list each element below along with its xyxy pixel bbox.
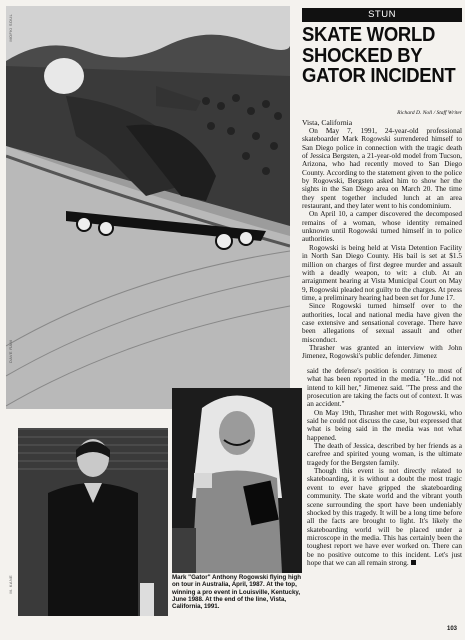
skateboarding-photo <box>6 6 290 409</box>
photo-credit-middle: DAVE RAM <box>8 340 13 363</box>
article-paragraph: Since Rogowski turned himself over to the authorities, local and national media have given the case extensive and sensational coverage. There have been allegations of sexual assault and other misconduct. <box>302 302 462 344</box>
photo-caption: Mark "Gator" Anthony Rogowski flying high on tour in Australia, April, 1987. At the top, winning a pro event in Louisville, Kentucky, June 1988. At the end of the line, Vista, California, 1991. <box>172 574 302 611</box>
article-paragraph: On May 7, 1991, 24-year-old professional skateboarder Mark Rogowski surrendered himself to San Diego police in connection with the tragic death of Jessica Bergsten, a 21-year-old model from Tucson, Arizona, who had recently moved to San Diego County. According to the statement given to the police by Rogowski, Bergsten asked him to show her the sights in the San Diego area on March 20. The time they spent together included lunch at an area restaurant, and they later went to his condominium. <box>302 127 462 211</box>
dateline: Vista, California <box>302 118 353 127</box>
portrait-photo <box>18 428 168 616</box>
article-column-bottom <box>307 367 462 567</box>
headline: SKATE WORLD SHOCKED BY GATOR INCIDENT <box>302 21 456 87</box>
byline: Richard D. Noll / Staff Writer <box>397 110 462 116</box>
section-kicker: STUN <box>302 8 462 22</box>
article-paragraph: The death of Jessica, described by her friends as a carefree and spirited young woman, is the ultimate tragedy for the Bergsten family. <box>307 442 462 467</box>
article-column-top <box>302 127 462 361</box>
photo-credit-top: MOFKI SOUL <box>8 14 13 42</box>
article-paragraph <box>307 467 462 567</box>
article-paragraph: On May 19th, Thrasher met with Rogowski, who said he could not discuss the case, but expressed that what is being said in the media was not what happened. <box>307 408 462 442</box>
trophy-photo <box>172 388 302 573</box>
end-mark-icon <box>411 560 416 565</box>
article-paragraph-text: Though this event is not directly related to skateboarding, it is without a doubt the most tragic event to ever have gripped the skateboarding community. The skate world and the vibrant youth scene surrounding the sport have been undeniably shocked by this tragedy. It will be a long time before all the facts are brought to light. It's likely the skateboarding world will be placed under a microscope in the media. This has certainly been the toughest report we have ever worked on. There can be no positive outcome to this incident. Let's just hope that we can all remain strong. <box>307 467 462 567</box>
article-paragraph: said the defense's position is contrary to most of what has been reported in the media. "He...did not intend to kill her," Jimenez said. "The press and the prosecution are taking the facts out of context. It was an accident." <box>307 367 462 409</box>
article-paragraph: Thrasher was granted an interview with John Jimenez, Rogowski's public defender. Jimenez <box>302 343 462 361</box>
article-paragraph: On April 10, a camper discovered the decomposed remains of a woman, whose identity remained unknown until Rogowski turned himself in to police authorities. <box>302 210 462 244</box>
page-number: 103 <box>446 626 457 632</box>
article-paragraph: Rogowski is being held at Vista Detention Facility in North San Diego County. His bail is set at $1.5 million on charges of first degree murder and assault with a deadly weapon, to wit: a club. At an arraignment hearing at Vista Municipal Court on May 9, Rogowski pleaded not guilty to the charges. At press time, a preliminary hearing had been set for June 17. <box>302 243 462 302</box>
photo-credit-bottom: M. KANE <box>8 575 13 594</box>
